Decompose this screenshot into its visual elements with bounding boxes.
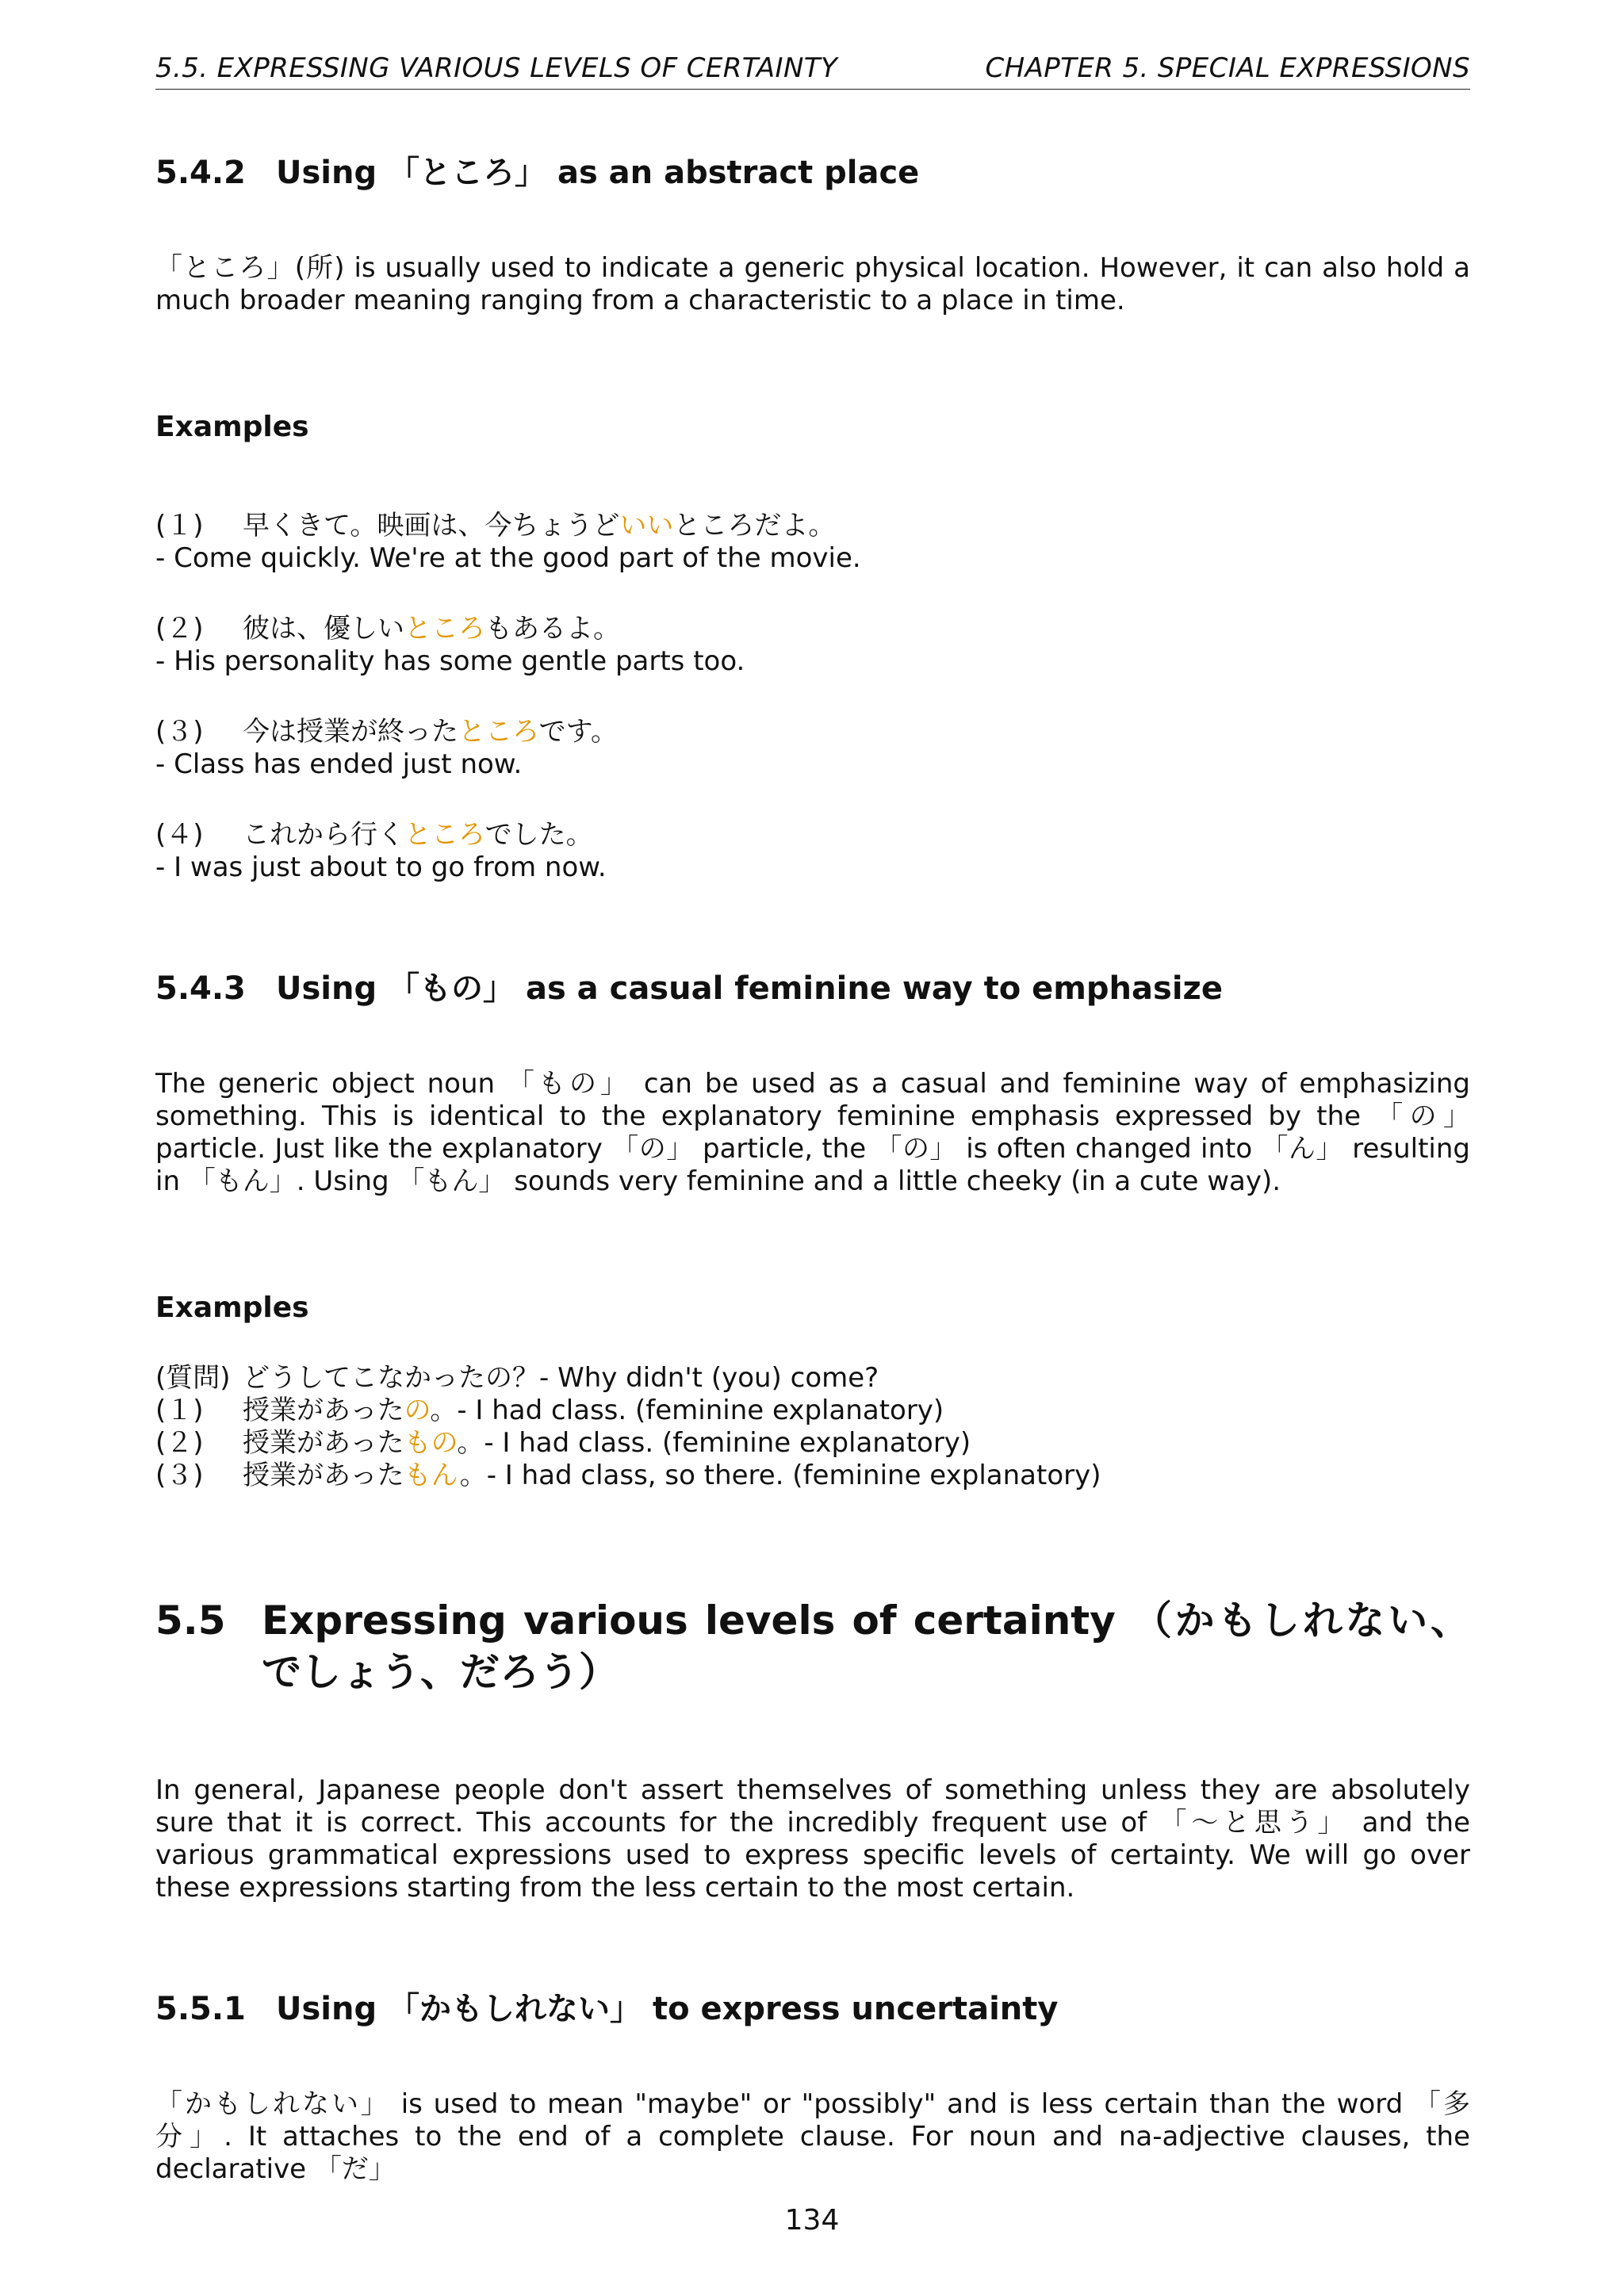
- example-item: [155, 819, 1470, 884]
- example-translation: - I was just about to go from now.: [155, 851, 607, 883]
- example-japanese: これから行く: [243, 819, 404, 851]
- example-translation: - Come quickly. We're at the good part of the movie.: [155, 542, 861, 574]
- example-japanese: 授業があった: [243, 1460, 404, 1491]
- example-highlight: の: [404, 1395, 431, 1426]
- section-number: 5.4.3: [155, 970, 246, 1007]
- section-title: Using 「もの」 as a casual feminine way to emphasize: [276, 970, 1223, 1007]
- example-japanese-end: ところだよ。: [673, 510, 836, 541]
- section-number: 5.4.2: [155, 155, 246, 191]
- example-highlight: ところ: [458, 716, 539, 748]
- example-japanese: 授業があった: [243, 1395, 404, 1426]
- section-body-5-5-1: 「かもしれない」 is used to mean "maybe" or "possibly" and is less certain than the word 「多分」. It attaches to the end of a complete clause. For noun and na-adjective clauses, the declarative 「だ」: [155, 2088, 1470, 2185]
- section-heading-5-4-3: [155, 968, 1470, 1009]
- section-heading-5-4-2: [155, 152, 1470, 193]
- example-item: [155, 716, 1470, 781]
- example-japanese-end: もあるよ。: [485, 613, 620, 645]
- example-japanese: 早くきて。映画は、今ちょうど: [243, 510, 620, 541]
- example-translation: - His personality has some gentle parts too.: [155, 645, 745, 677]
- example-item: [155, 1460, 1470, 1492]
- example-translation: - Why didn't (you) come?: [539, 1362, 879, 1394]
- section-body-5-5: In general, Japanese people don't assert themselves of something unless they are absolutely sure that it is correct. This accounts for the incredibly frequent use of 「～と思う」 and the various grammatical expressions used to express specific levels of certainty. We will go over these expressions starting from the less certain to the most certain.: [155, 1774, 1470, 1904]
- examples-heading: Examples: [155, 1292, 309, 1324]
- example-number: (質問): [155, 1362, 231, 1394]
- example-number: (１): [155, 1395, 204, 1426]
- page-number: 134: [784, 2204, 840, 2237]
- example-item: [155, 1427, 1470, 1460]
- example-japanese: 今は授業が終った: [243, 716, 458, 748]
- section-body-5-4-2: 「ところ」(所) is usually used to indicate a generic physical location. However, it can also hold a much broader meaning ranging from a characteristic to a place in time.: [155, 252, 1470, 316]
- section-title: Using 「ところ」 as an abstract place: [276, 155, 920, 191]
- section-title: Using 「かもしれない」 to express uncertainty: [276, 1991, 1059, 2027]
- examples-heading: Examples: [155, 411, 309, 443]
- example-japanese-end: 。: [430, 1395, 458, 1426]
- example-item: [155, 1395, 1470, 1427]
- example-japanese-end: 。: [457, 1427, 485, 1459]
- example-japanese-end: です。: [538, 716, 618, 748]
- example-number: (１): [155, 510, 204, 541]
- example-translation: - I had class. (feminine explanatory): [484, 1427, 971, 1459]
- example-translation: - I had class. (feminine explanatory): [457, 1395, 944, 1426]
- example-japanese: 授業があった: [243, 1427, 404, 1459]
- example-question: [155, 1362, 1470, 1395]
- example-japanese: どうしてこなかったの？: [243, 1362, 539, 1394]
- example-number: (２): [155, 1427, 204, 1459]
- running-header: [155, 52, 1470, 90]
- example-highlight: ところ: [404, 613, 485, 645]
- section-number: 5.5.1: [155, 1991, 246, 2027]
- running-header-right: CHAPTER 5. SPECIAL EXPRESSIONS: [985, 52, 1470, 84]
- example-highlight: ところ: [404, 819, 485, 851]
- example-japanese-end: でした。: [485, 819, 593, 851]
- example-item: [155, 613, 1470, 678]
- example-highlight: もん: [404, 1460, 460, 1491]
- example-japanese: 彼は、優しい: [243, 613, 404, 645]
- example-highlight: いい: [619, 510, 674, 541]
- example-number: (２): [155, 613, 204, 645]
- section-heading-5-5: [155, 1595, 1470, 1698]
- running-header-left: 5.5. EXPRESSING VARIOUS LEVELS OF CERTAINTY: [155, 52, 838, 84]
- example-item: [155, 510, 1470, 575]
- example-highlight: もの: [404, 1427, 458, 1459]
- section-heading-5-5-1: [155, 1988, 1470, 2030]
- example-number: (３): [155, 716, 204, 748]
- example-translation: - Class has ended just now.: [155, 748, 523, 780]
- page-content: [155, 152, 1470, 2186]
- example-japanese-end: 。: [459, 1460, 487, 1491]
- example-translation: - I had class, so there. (feminine explanatory): [486, 1460, 1101, 1491]
- section-number: 5.5: [155, 1598, 226, 1644]
- section-body-5-4-3: The generic object noun 「もの」 can be used as a casual and feminine way of emphasizing something. This is identical to the explanatory feminine emphasis expressed by the 「の」 particle. Just like the explanatory 「の」 particle, the 「の」 is often changed into 「ん」 resulting in 「もん」. Using 「もん」 sounds very feminine and a little cheeky (in a cute way).: [155, 1068, 1470, 1197]
- example-number: (４): [155, 819, 204, 851]
- example-number: (３): [155, 1460, 204, 1491]
- section-title: Expressing various levels of certainty （かもしれない、でしょう、だろう）: [262, 1598, 1470, 1695]
